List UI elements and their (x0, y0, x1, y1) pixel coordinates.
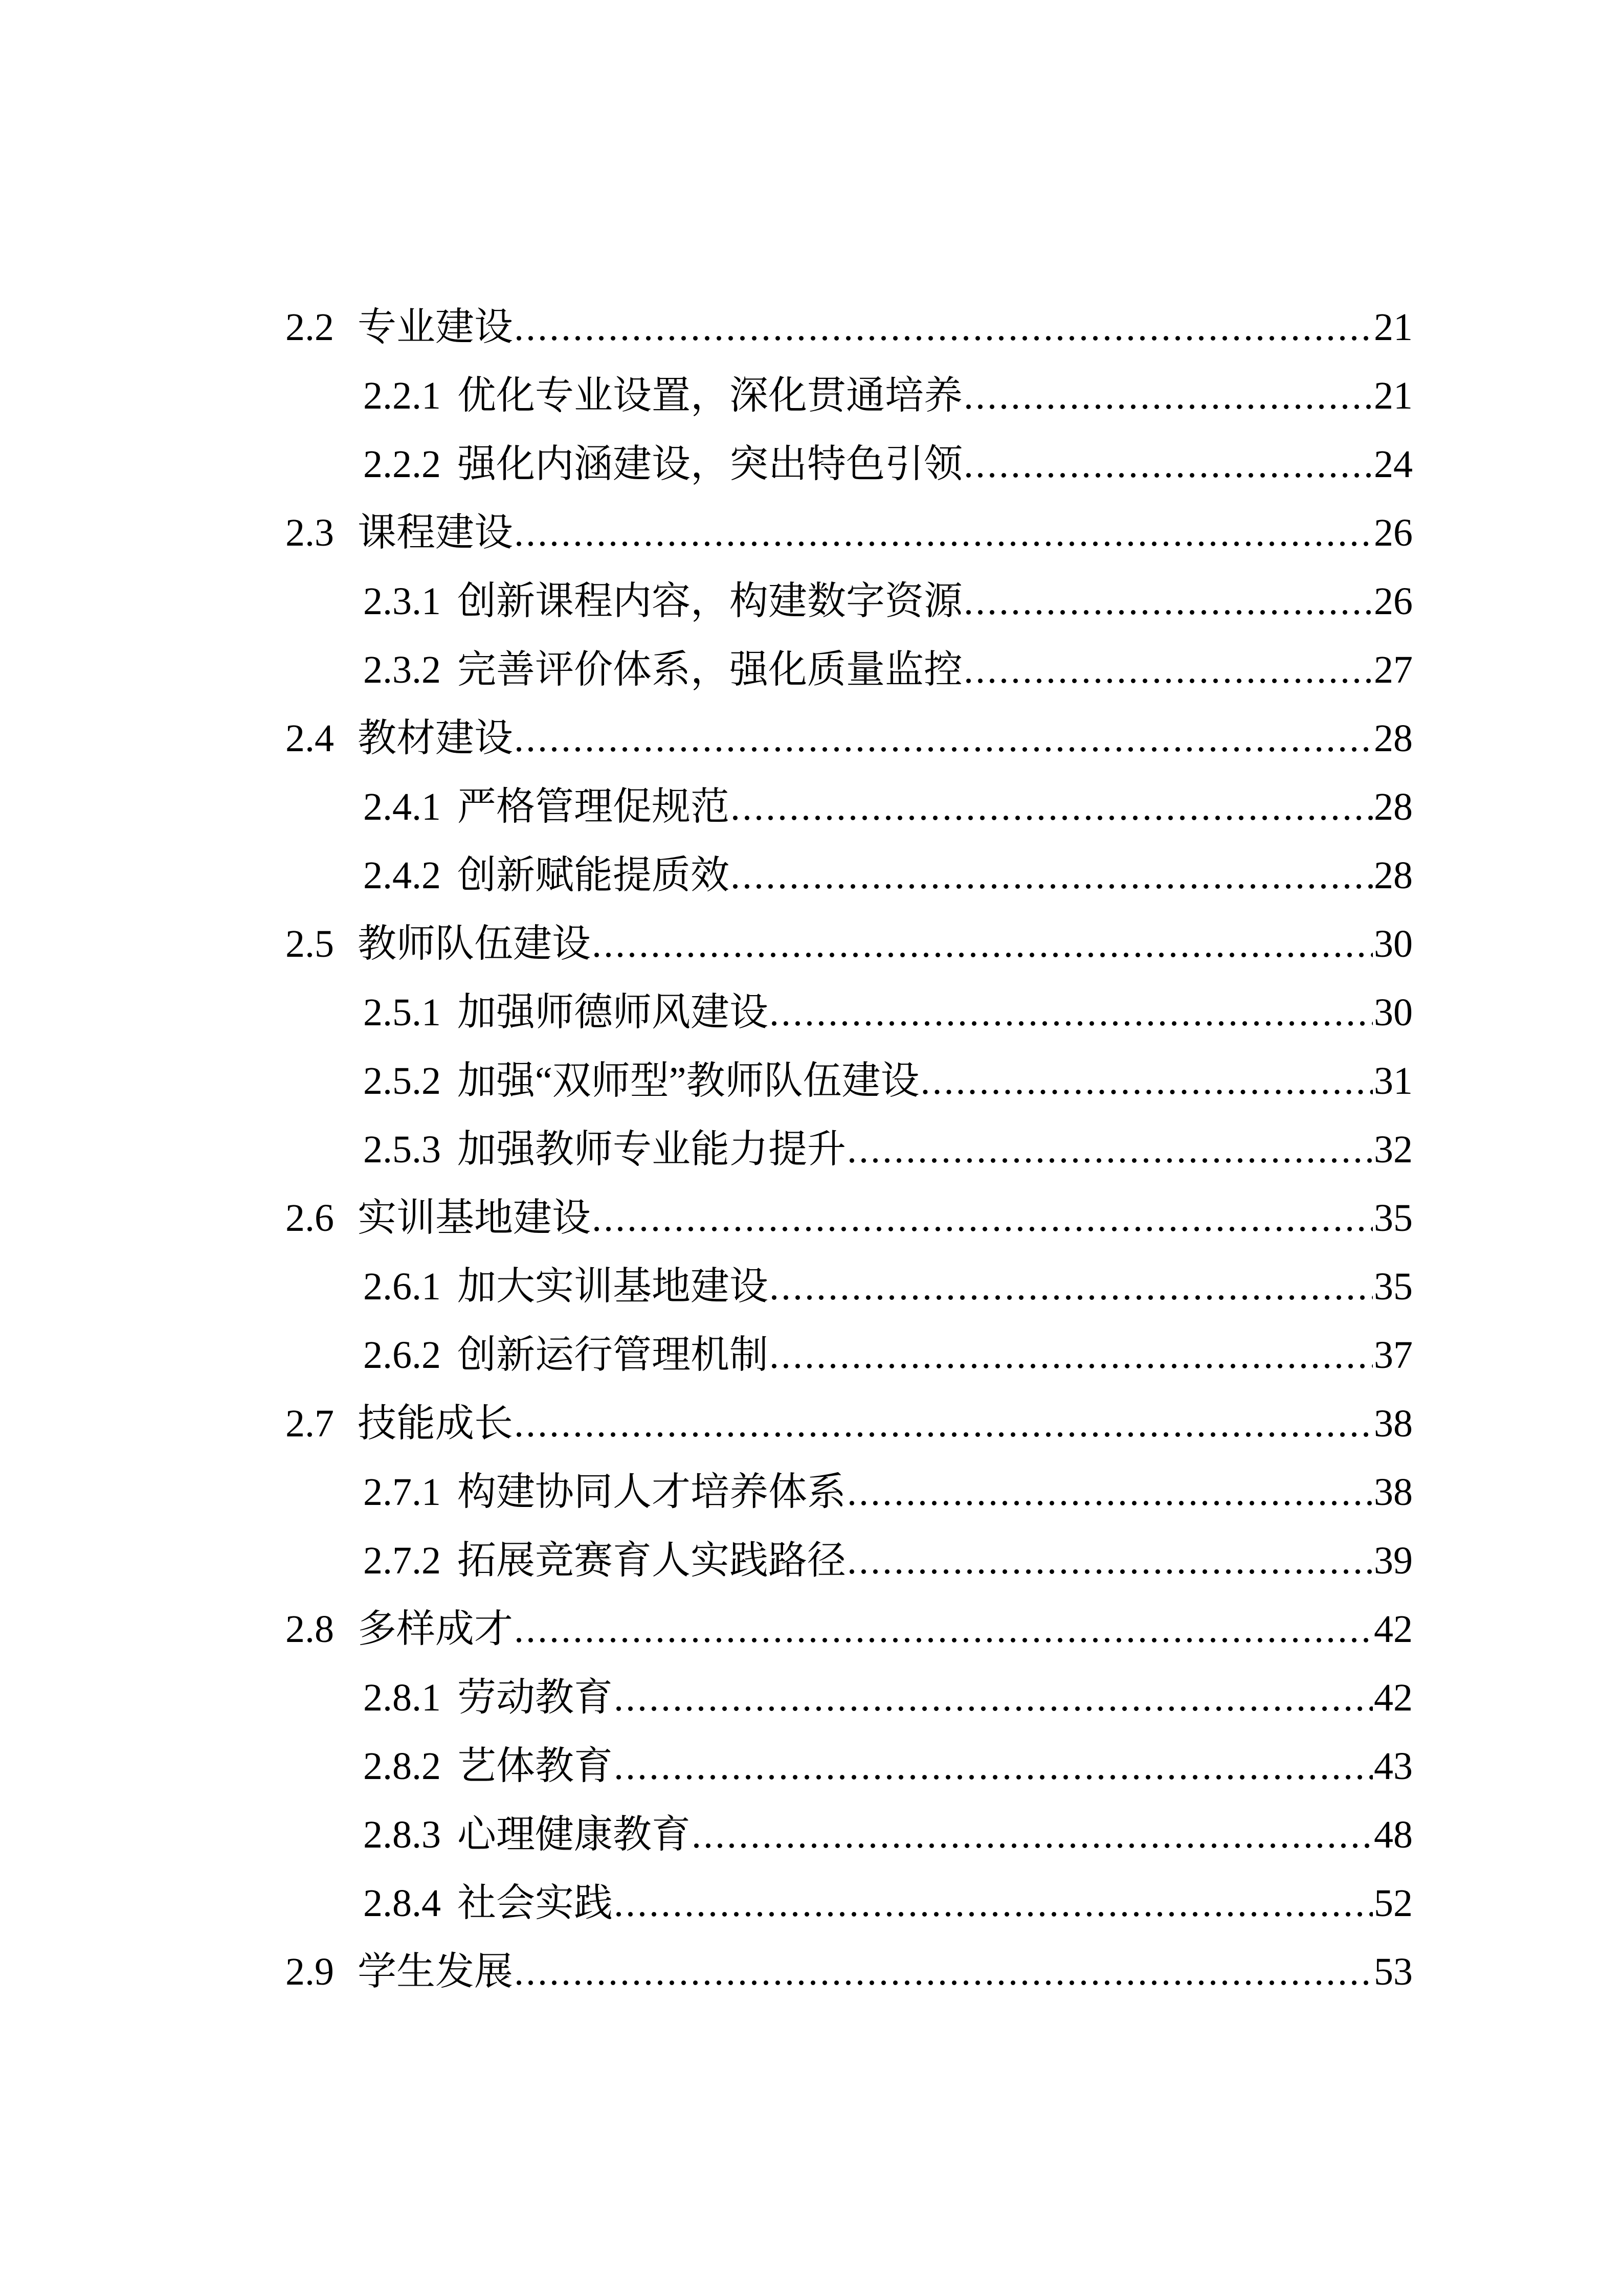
toc-entry-page: 28 (1374, 717, 1413, 760)
toc-entry (285, 1252, 1413, 1321)
toc-entry-title: 专业建设 (358, 306, 513, 349)
toc-entry (285, 978, 1413, 1047)
toc-entry-title: 创新课程内容，构建数字资源 (457, 580, 963, 623)
toc-entry-page: 39 (1374, 1539, 1413, 1582)
toc-entry-title: 严格管理促规范 (457, 785, 729, 828)
toc-entry (285, 1115, 1413, 1184)
dot-leader (847, 1115, 1373, 1184)
dot-leader (847, 1526, 1373, 1595)
toc-entry-title: 加强“双师型”教师队伍建设 (457, 1060, 920, 1102)
toc-entry-page: 26 (1374, 580, 1413, 623)
toc-entry-number: 2.7 (285, 1402, 334, 1445)
toc-entry-number: 2.2.1 (363, 374, 441, 417)
toc-entry (285, 1389, 1413, 1458)
toc-entry (285, 841, 1413, 910)
toc-entry-number: 2.6 (285, 1197, 334, 1240)
toc-entry-title: 教材建设 (358, 717, 513, 760)
toc-entry-title: 完善评价体系，强化质量监控 (457, 648, 963, 691)
toc-entry-title: 构建协同人才培养体系 (457, 1471, 846, 1514)
toc-entry-title: 拓展竞赛育人实践路径 (457, 1539, 846, 1582)
toc-entry (285, 1800, 1413, 1869)
toc-entry-number: 2.4.1 (363, 785, 441, 828)
toc-entry-title: 心理健康教育 (457, 1813, 691, 1856)
toc-entry-title: 学生发展 (358, 1950, 513, 1993)
toc-entry-page: 35 (1374, 1197, 1413, 1240)
toc-entry-title: 课程建设 (358, 511, 513, 554)
dot-leader (847, 1458, 1373, 1526)
dot-leader (592, 1184, 1373, 1252)
dot-leader (614, 1732, 1373, 1800)
toc-entry-title: 创新赋能提质效 (457, 854, 729, 897)
dot-leader (514, 704, 1373, 773)
toc-entry-number: 2.6.1 (363, 1265, 441, 1308)
dot-leader (514, 293, 1373, 362)
dot-leader (692, 1800, 1373, 1869)
toc-entry-number: 2.3.1 (363, 580, 441, 623)
toc-entry-page: 38 (1374, 1402, 1413, 1445)
toc-entry (285, 362, 1413, 430)
toc-entry (285, 773, 1413, 841)
dot-leader (964, 430, 1373, 499)
toc-entry-page: 30 (1374, 991, 1413, 1034)
toc-entry-page: 28 (1374, 785, 1413, 828)
toc-entry-page: 52 (1374, 1882, 1413, 1925)
toc-entry-title: 技能成长 (358, 1402, 513, 1445)
toc-entry-page: 24 (1374, 443, 1413, 486)
toc-entry (285, 1732, 1413, 1800)
toc-entry-number: 2.3 (285, 511, 334, 554)
dot-leader (730, 841, 1373, 910)
toc-entry (285, 1938, 1413, 2006)
dot-leader (614, 1869, 1373, 1938)
toc-entry (285, 636, 1413, 704)
toc-entry-number: 2.5.1 (363, 991, 441, 1034)
toc-entry-number: 2.6.2 (363, 1334, 441, 1377)
dot-leader (514, 499, 1373, 567)
dot-leader (514, 1595, 1373, 1663)
dot-leader (769, 1321, 1373, 1389)
toc-entry-number: 2.5.2 (363, 1060, 441, 1102)
dot-leader (769, 1252, 1373, 1321)
toc-entry-page: 43 (1374, 1745, 1413, 1788)
toc-entry (285, 430, 1413, 499)
toc-entry-number: 2.8.3 (363, 1813, 441, 1856)
toc-entry-title: 加大实训基地建设 (457, 1265, 768, 1308)
toc-entry (285, 1595, 1413, 1663)
toc-entry (285, 1321, 1413, 1389)
toc-entry-number: 2.7.1 (363, 1471, 441, 1514)
toc-entry (285, 1458, 1413, 1526)
toc-entry-page: 35 (1374, 1265, 1413, 1308)
toc-entry (285, 1869, 1413, 1938)
dot-leader (730, 773, 1373, 841)
dot-leader (614, 1663, 1373, 1732)
toc-entry (285, 704, 1413, 773)
dot-leader (769, 978, 1373, 1047)
toc-entry (285, 1047, 1413, 1115)
toc-entry-number: 2.2 (285, 306, 334, 349)
toc-entry-page: 38 (1374, 1471, 1413, 1514)
toc-entry-number: 2.4 (285, 717, 334, 760)
toc-entry-page: 42 (1374, 1608, 1413, 1651)
toc-entry-page: 31 (1374, 1060, 1413, 1102)
toc-entry-number: 2.8.1 (363, 1676, 441, 1719)
toc-entry-number: 2.2.2 (363, 443, 441, 486)
toc-entry-title: 多样成才 (358, 1608, 513, 1651)
toc-entry-title: 创新运行管理机制 (457, 1334, 768, 1377)
toc-entry-title: 强化内涵建设，突出特色引领 (457, 443, 963, 486)
dot-leader (964, 636, 1373, 704)
dot-leader (514, 1938, 1373, 2006)
toc-entry (285, 910, 1413, 978)
toc-entry-page: 53 (1374, 1950, 1413, 1993)
toc-entry (285, 1663, 1413, 1732)
toc-entry-number: 2.3.2 (363, 648, 441, 691)
toc-entry-title: 加强师德师风建设 (457, 991, 768, 1034)
toc-entry (285, 499, 1413, 567)
toc-entry-number: 2.7.2 (363, 1539, 441, 1582)
toc-entry (285, 1526, 1413, 1595)
toc-entry-title: 教师队伍建设 (358, 922, 591, 965)
toc-entry-page: 27 (1374, 648, 1413, 691)
toc-entry-page: 32 (1374, 1128, 1413, 1171)
toc-entry-title: 艺体教育 (457, 1745, 613, 1788)
dot-leader (592, 910, 1373, 978)
dot-leader (964, 362, 1373, 430)
toc-entry-number: 2.8 (285, 1608, 334, 1651)
toc-entry-title: 实训基地建设 (358, 1197, 591, 1240)
toc-entry-title: 优化专业设置，深化贯通培养 (457, 374, 963, 417)
dot-leader (514, 1389, 1373, 1458)
toc-entry (285, 1184, 1413, 1252)
toc-entry-page: 26 (1374, 511, 1413, 554)
toc-entry-number: 2.8.4 (363, 1882, 441, 1925)
toc-entry-number: 2.5.3 (363, 1128, 441, 1171)
toc-entry (285, 567, 1413, 636)
toc-entry-page: 37 (1374, 1334, 1413, 1377)
toc-entry-number: 2.8.2 (363, 1745, 441, 1788)
toc-entry-page: 42 (1374, 1676, 1413, 1719)
toc-entry-page: 28 (1374, 854, 1413, 897)
toc-entry-title: 加强教师专业能力提升 (457, 1128, 846, 1171)
toc-entry-title: 社会实践 (457, 1882, 613, 1925)
toc-entry-number: 2.4.2 (363, 854, 441, 897)
dot-leader (920, 1047, 1373, 1115)
table-of-contents (285, 293, 1413, 2006)
toc-entry-page: 30 (1374, 922, 1413, 965)
toc-entry-page: 48 (1374, 1813, 1413, 1856)
toc-entry (285, 293, 1413, 362)
toc-entry-number: 2.5 (285, 922, 334, 965)
toc-entry-number: 2.9 (285, 1950, 334, 1993)
toc-entry-title: 劳动教育 (457, 1676, 613, 1719)
dot-leader (964, 567, 1373, 636)
toc-entry-page: 21 (1374, 374, 1413, 417)
toc-entry-page: 21 (1374, 306, 1413, 349)
